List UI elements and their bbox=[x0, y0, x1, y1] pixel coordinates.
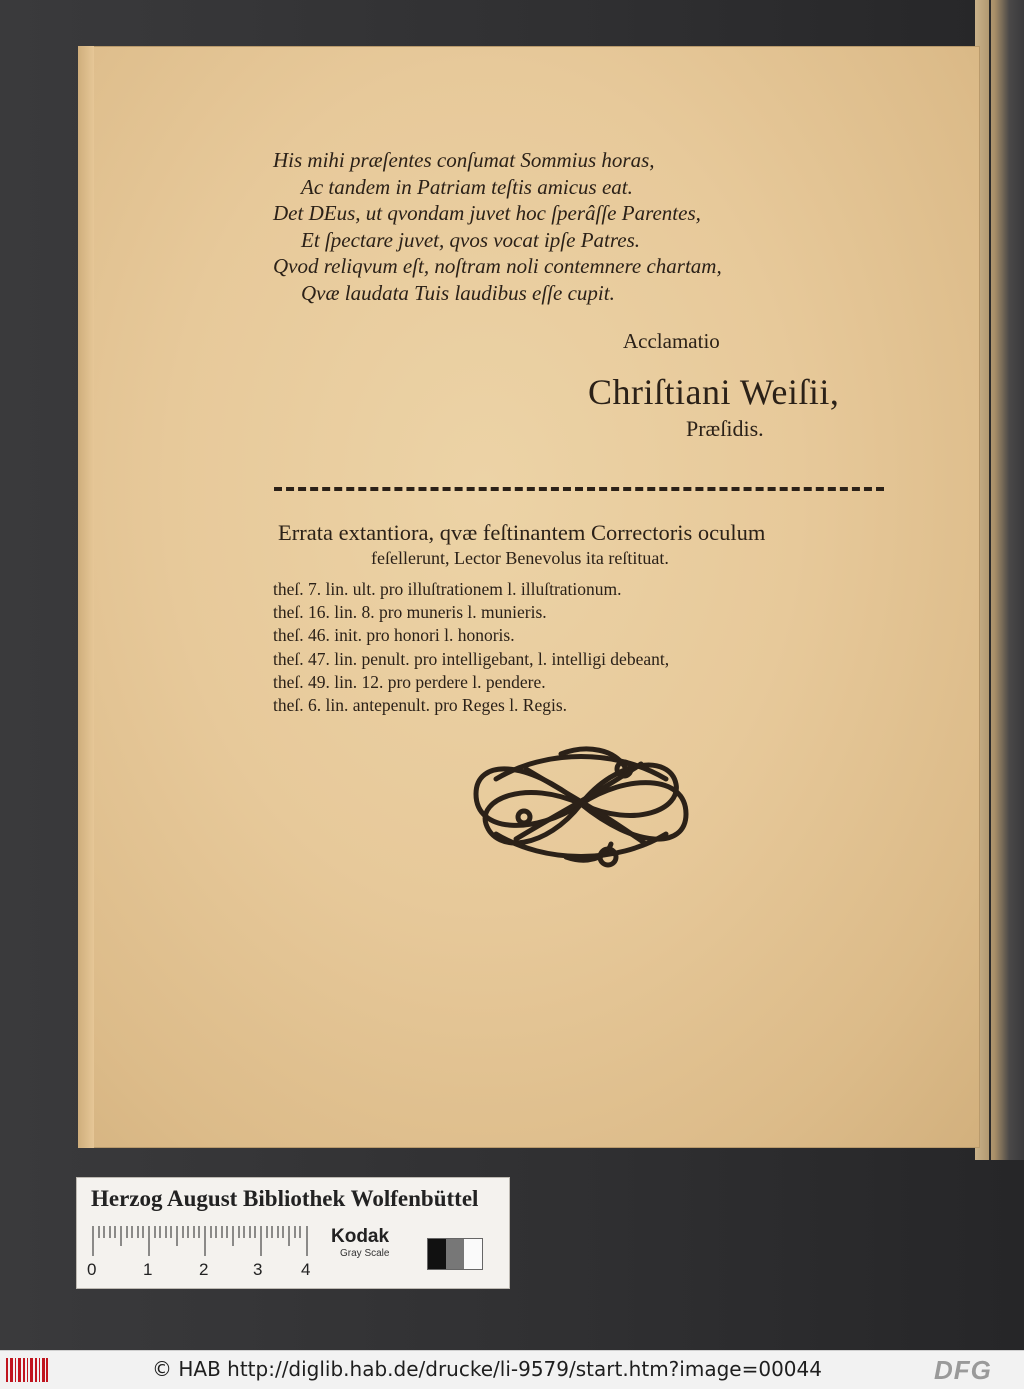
poem-line-4: Et ſpectare juvet, qvos vocat ipſe Patres. bbox=[301, 227, 641, 252]
ruler-number: 1 bbox=[143, 1260, 153, 1279]
library-name: Herzog August Bibliothek Wolfenbüttel bbox=[91, 1186, 479, 1211]
page-gutter bbox=[78, 46, 94, 1148]
dfg-logo: DFG bbox=[934, 1355, 992, 1385]
poem-line-3: Det DEus, ut qvondam juvet hoc ſperâſſe Parentes, bbox=[273, 201, 701, 226]
next-page-edge bbox=[975, 0, 1024, 1160]
barcode-icon bbox=[6, 1358, 48, 1382]
gray-patch-black bbox=[428, 1239, 446, 1269]
gray-scale-label: Gray Scale bbox=[340, 1248, 390, 1259]
errata-item: theſ. 49. lin. 12. pro perdere l. pendere. bbox=[273, 671, 546, 692]
errata-item: theſ. 6. lin. antepenult. pro Reges l. Regis. bbox=[273, 695, 568, 716]
book-page bbox=[78, 46, 980, 1148]
ruler-number: 2 bbox=[199, 1260, 209, 1279]
divider-rule bbox=[274, 487, 884, 491]
footer-bar bbox=[0, 1350, 1024, 1389]
kodak-logo: Kodak bbox=[331, 1226, 390, 1247]
errata-item: theſ. 16. lin. 8. pro muneris l. munieris. bbox=[273, 602, 547, 623]
errata-item: theſ. 7. lin. ult. pro illuſtrationem l. illuſtrationum. bbox=[273, 579, 622, 599]
gray-patch-white bbox=[464, 1239, 482, 1269]
acclamatio-label: Acclamatio bbox=[623, 329, 720, 353]
errata-subtitle: feſellerunt, Lector Benevolus ita reſtituat. bbox=[371, 548, 669, 568]
author-name: Chriſtiani Weiſii, bbox=[588, 372, 840, 412]
copyright-link[interactable]: © HAB http://diglib.hab.de/drucke/li-9579/start.htm?image=00044 bbox=[152, 1357, 822, 1381]
ruler-number: 4 bbox=[301, 1260, 311, 1279]
color-target-card bbox=[76, 1177, 510, 1289]
poem-line-6: Qvæ laudata Tuis laudibus eſſe cupit. bbox=[301, 280, 615, 305]
ruler-number: 3 bbox=[253, 1260, 263, 1279]
poem-line-1: His mihi præſentes conſumat Sommius horas, bbox=[273, 148, 655, 172]
calligraphic-ornament bbox=[466, 739, 696, 869]
errata-item: theſ. 47. lin. penult. pro intelligebant, l. intelligi debeant, bbox=[273, 648, 670, 669]
ruler bbox=[91, 1226, 311, 1260]
errata-item: theſ. 46. init. pro honori l. honoris. bbox=[273, 625, 515, 646]
gray-patch-mid bbox=[446, 1239, 464, 1269]
errata-list bbox=[273, 578, 669, 717]
errata-title: Errata extantiora, qvæ feſtinantem Correctoris oculum bbox=[278, 520, 766, 545]
poem bbox=[273, 147, 722, 307]
gray-patches bbox=[427, 1238, 483, 1270]
ruler-number: 0 bbox=[87, 1260, 97, 1279]
poem-line-2: Ac tandem in Patriam teſtis amicus eat. bbox=[301, 174, 633, 199]
poem-line-5: Qvod reliqvum eſt, noſtram noli contemnere chartam, bbox=[273, 254, 722, 279]
author-role: Præſidis. bbox=[686, 416, 764, 441]
